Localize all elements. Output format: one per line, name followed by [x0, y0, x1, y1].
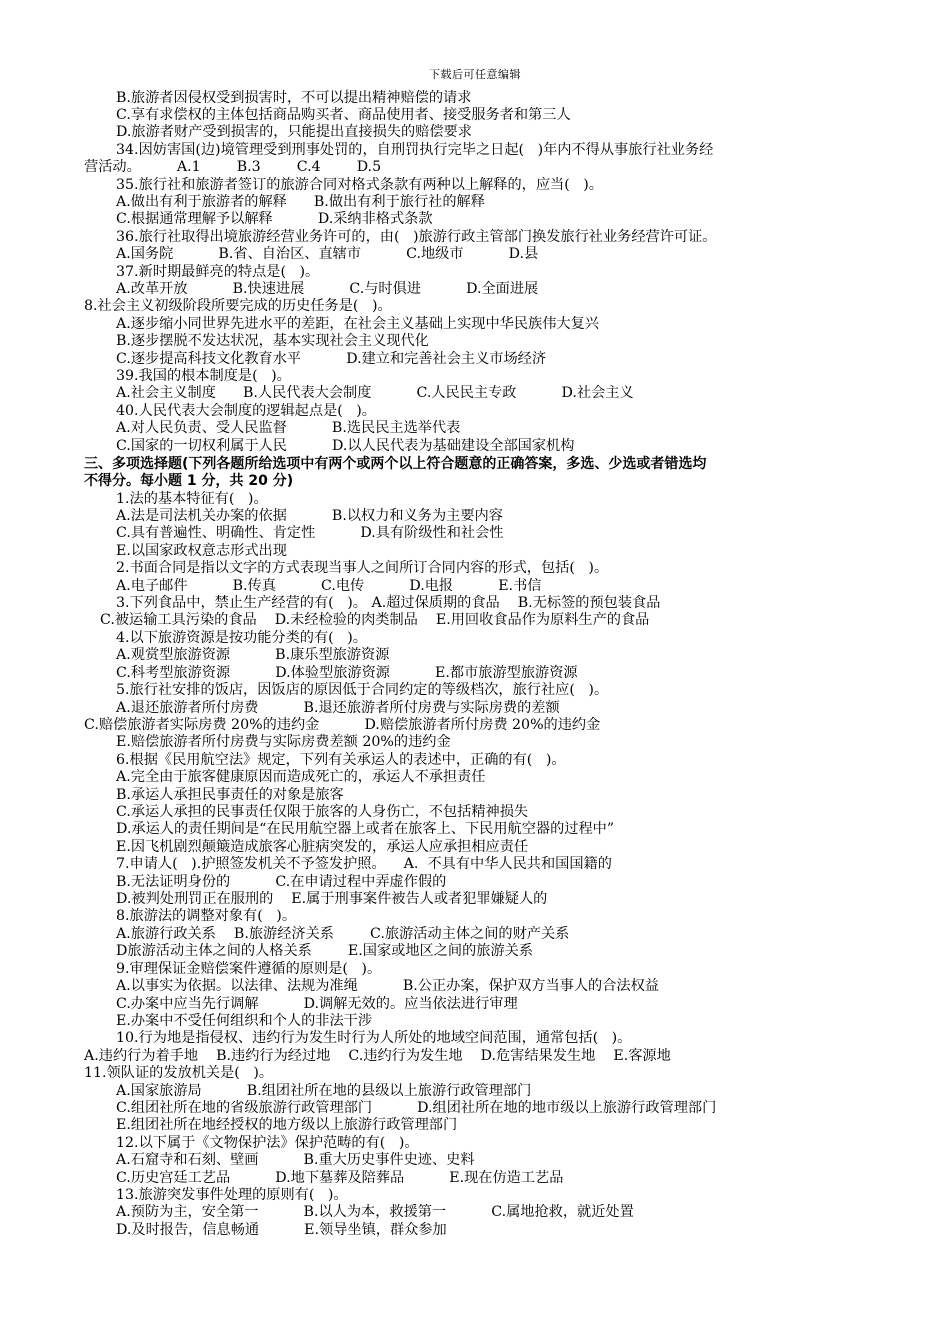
mc-question-5: 5.旅行社安排的饭店，因饭店的原因低于合同约定的等级档次，旅行社应( )。	[116, 682, 609, 698]
question-36: 36.旅行社取得出境旅游经营业务许可的，由( )旅游行政主管部门换发旅行社业务经营许可证。	[116, 229, 717, 245]
text-line: C.办案中应当先行调解 D.调解无效的。应当依法进行审理	[116, 996, 518, 1012]
text-line: A.预防为主，安全第一 B.以人为本，救援第一 C.属地抢救，就近处置	[116, 1204, 634, 1220]
text-line: C.赔偿旅游者实际房费 20%的违约金 D.赔偿旅游者所付房费 20%的违约金	[84, 717, 601, 733]
text-line: C.逐步提高科技文化教育水平 D.建立和完善社会主义市场经济	[116, 351, 547, 367]
text-line: A.逐步缩小同世界先进水平的差距，在社会主义基础上实现中华民族伟大复兴	[116, 316, 599, 332]
text-line: A.违约行为着手地 B.违约行为经过地 C.违约行为发生地 D.危害结果发生地 E.客源地	[84, 1048, 671, 1064]
text-line: D.承运人的责任期间是“在民用航空器上或者在旅客上、下民用航空器的过程中”	[116, 821, 615, 837]
mc-question-9: 9.审理保证金赔偿案件遵循的原则是( )。	[116, 961, 382, 977]
text-line: A.观赏型旅游资源 B.康乐型旅游资源	[116, 647, 390, 663]
question-35: 35.旅行社和旅游者签订的旅游合同对格式条款有两种以上解释的，应当( )。	[116, 177, 603, 193]
text-line: C.享有求偿权的主体包括商品购买者、商品使用者、接受服务者和第三人	[116, 107, 571, 123]
text-line: C.具有普遍性、明确性、肯定性 D.具有阶级性和社会性	[116, 525, 504, 541]
text-line: A.电子邮件 B.传真 C.电传 D.电报 E.书信	[116, 578, 542, 594]
mc-question-11: 11.领队证的发放机关是( )。	[84, 1065, 274, 1081]
text-line: B.逐步摆脱不发达状况，基本实现社会主义现代化	[116, 333, 429, 349]
text-line: E.因飞机剧烈颠簸造成旅客心脏病突发的，承运人应承担相应责任	[116, 839, 529, 855]
text-line: 营活动。 A.1 B.3 C.4 D.5	[84, 159, 382, 175]
question-40: 40.人民代表大会制度的逻辑起点是( )。	[116, 403, 376, 419]
text-line: E.组团社所在地经授权的地方级以上旅游行政管理部门	[116, 1117, 458, 1133]
text-line: A.社会主义制度 B.人民代表大会制度 C.人民民主专政 D.社会主义	[116, 385, 634, 401]
text-line: D.及时报告，信息畅通 E.领导坐镇，群众参加	[116, 1222, 447, 1238]
text-line: B.旅游者因侵权受到损害时，不可以提出精神赔偿的请求	[116, 90, 472, 106]
mc-question-7: 7.申请人( ).护照签发机关不予签发护照。 A. 不具有中华人民共和国国籍的	[116, 856, 612, 872]
text-line: A.以事实为依据。以法律、法规为准绳 B.公正办案，保护双方当事人的合法权益	[116, 978, 659, 994]
section-heading-cont: 不得分。每小题 1 分，共 20 分)	[84, 473, 294, 489]
question-39: 39.我国的根本制度是( )。	[116, 368, 291, 384]
mc-question-1: 1.法的基本特征有( )。	[116, 491, 268, 507]
mc-question-4: 4.以下旅游资源是按功能分类的有( )。	[116, 630, 367, 646]
mc-question-8: 8.旅游法的调整对象有( )。	[116, 908, 297, 924]
text-line: C.历史宫廷工艺品 D.地下墓葬及陪葬品 E.现在仿造工艺品	[116, 1170, 564, 1186]
question-34: 34.因妨害国(边)境管理受到刑事处罚的，自刑罚执行完毕之日起( )年内不得从事旅行社业务经	[116, 142, 714, 158]
question-37: 37.新时期最鲜亮的特点是( )。	[116, 264, 320, 280]
text-line: E.以国家政权意志形式出现	[116, 543, 287, 559]
mc-question-12: 12.以下属于《文物保护法》保护范畴的有( )。	[116, 1135, 419, 1151]
text-line: A.国务院 B.省、自治区、直辖市 C.地级市 D.县	[116, 246, 539, 262]
question-38: 8.社会主义初级阶段所要完成的历史任务是( )。	[84, 298, 392, 314]
text-line: C.根据通常理解予以解释 D.采纳非格式条款	[116, 211, 433, 227]
mc-question-3: 3.下列食品中，禁止生产经营的有( )。 A.超过保质期的食品 B.无标签的预包装食品	[116, 595, 661, 611]
text-line: A.法是司法机关办案的依据 B.以权力和义务为主要内容	[116, 508, 503, 524]
text-line: A.做出有利于旅游者的解释 B.做出有利于旅行社的解释	[116, 194, 485, 210]
mc-question-2: 2.书面合同是指以文字的方式表现当事人之间所订合同内容的形式，包括( )。	[116, 560, 609, 576]
text-line: C.承运人承担的民事责任仅限于旅客的人身伤亡，不包括精神损失	[116, 804, 529, 820]
text-line: A.退还旅游者所付房费 B.退还旅游者所付房费与实际房费的差额	[116, 700, 560, 716]
text-line: E.办案中不受任何组织和个人的非法干涉	[116, 1013, 373, 1029]
text-line: C.组团社所在地的省级旅游行政管理部门 D.组团社所在地的地市级以上旅游行政管理部门	[116, 1100, 717, 1116]
mc-question-6: 6.根据《民用航空法》规定，下列有关承运人的表述中，正确的有( )。	[116, 752, 566, 768]
page-header: 下载后可任意编辑	[429, 68, 521, 81]
text-line: D.被判处刑罚正在服刑的 E.属于刑事案件被告人或者犯罪嫌疑人的	[116, 891, 548, 907]
text-line: B.承运人承担民事责任的对象是旅客	[116, 787, 344, 803]
text-line: A.改革开放 B.快速进展 C.与时俱进 D.全面进展	[116, 281, 539, 297]
mc-question-10: 10.行为地是指侵权、违约行为发生时行为人所处的地域空间范围，通常包括( )。	[116, 1030, 632, 1046]
text-line: D旅游活动主体之间的人格关系 E.国家或地区之间的旅游关系	[116, 943, 534, 959]
text-line: A.旅游行政关系 B.旅游经济关系 C.旅游活动主体之间的财产关系	[116, 926, 570, 942]
text-line: C.国家的一切权利属于人民 D.以人民代表为基础建设全部国家机构	[116, 438, 575, 454]
text-line: D.旅游者财产受到损害的，只能提出直接损失的赔偿要求	[116, 124, 472, 140]
text-line: A.对人民负责、受人民监督 B.选民民主选举代表	[116, 420, 461, 436]
text-line: C.科考型旅游资源 D.体验型旅游资源 E.都市旅游型旅游资源	[116, 665, 578, 681]
text-line: C.被运输工具污染的食品 D.未经检验的肉类制品 E.用回收食品作为原料生产的食品	[100, 612, 650, 628]
section-heading: 三、多项选择题(下列各题所给选项中有两个或两个以上符合题意的正确答案，多选、少选或者错选均	[84, 456, 707, 472]
text-line: A.石窟寺和石刻、壁画 B.重大历史事件史迹、史料	[116, 1152, 475, 1168]
text-line: A.国家旅游局 B.组团社所在地的县级以上旅游行政管理部门	[116, 1083, 532, 1099]
text-line: E.赔偿旅游者所付房费与实际房费差额 20%的违约金	[116, 734, 451, 750]
mc-question-13: 13.旅游突发事件处理的原则有( )。	[116, 1187, 348, 1203]
text-line: B.无法证明身份的 C.在申请过程中弄虚作假的	[116, 874, 447, 890]
text-line: A.完全由于旅客健康原因而造成死亡的，承运人不承担责任	[116, 769, 486, 785]
